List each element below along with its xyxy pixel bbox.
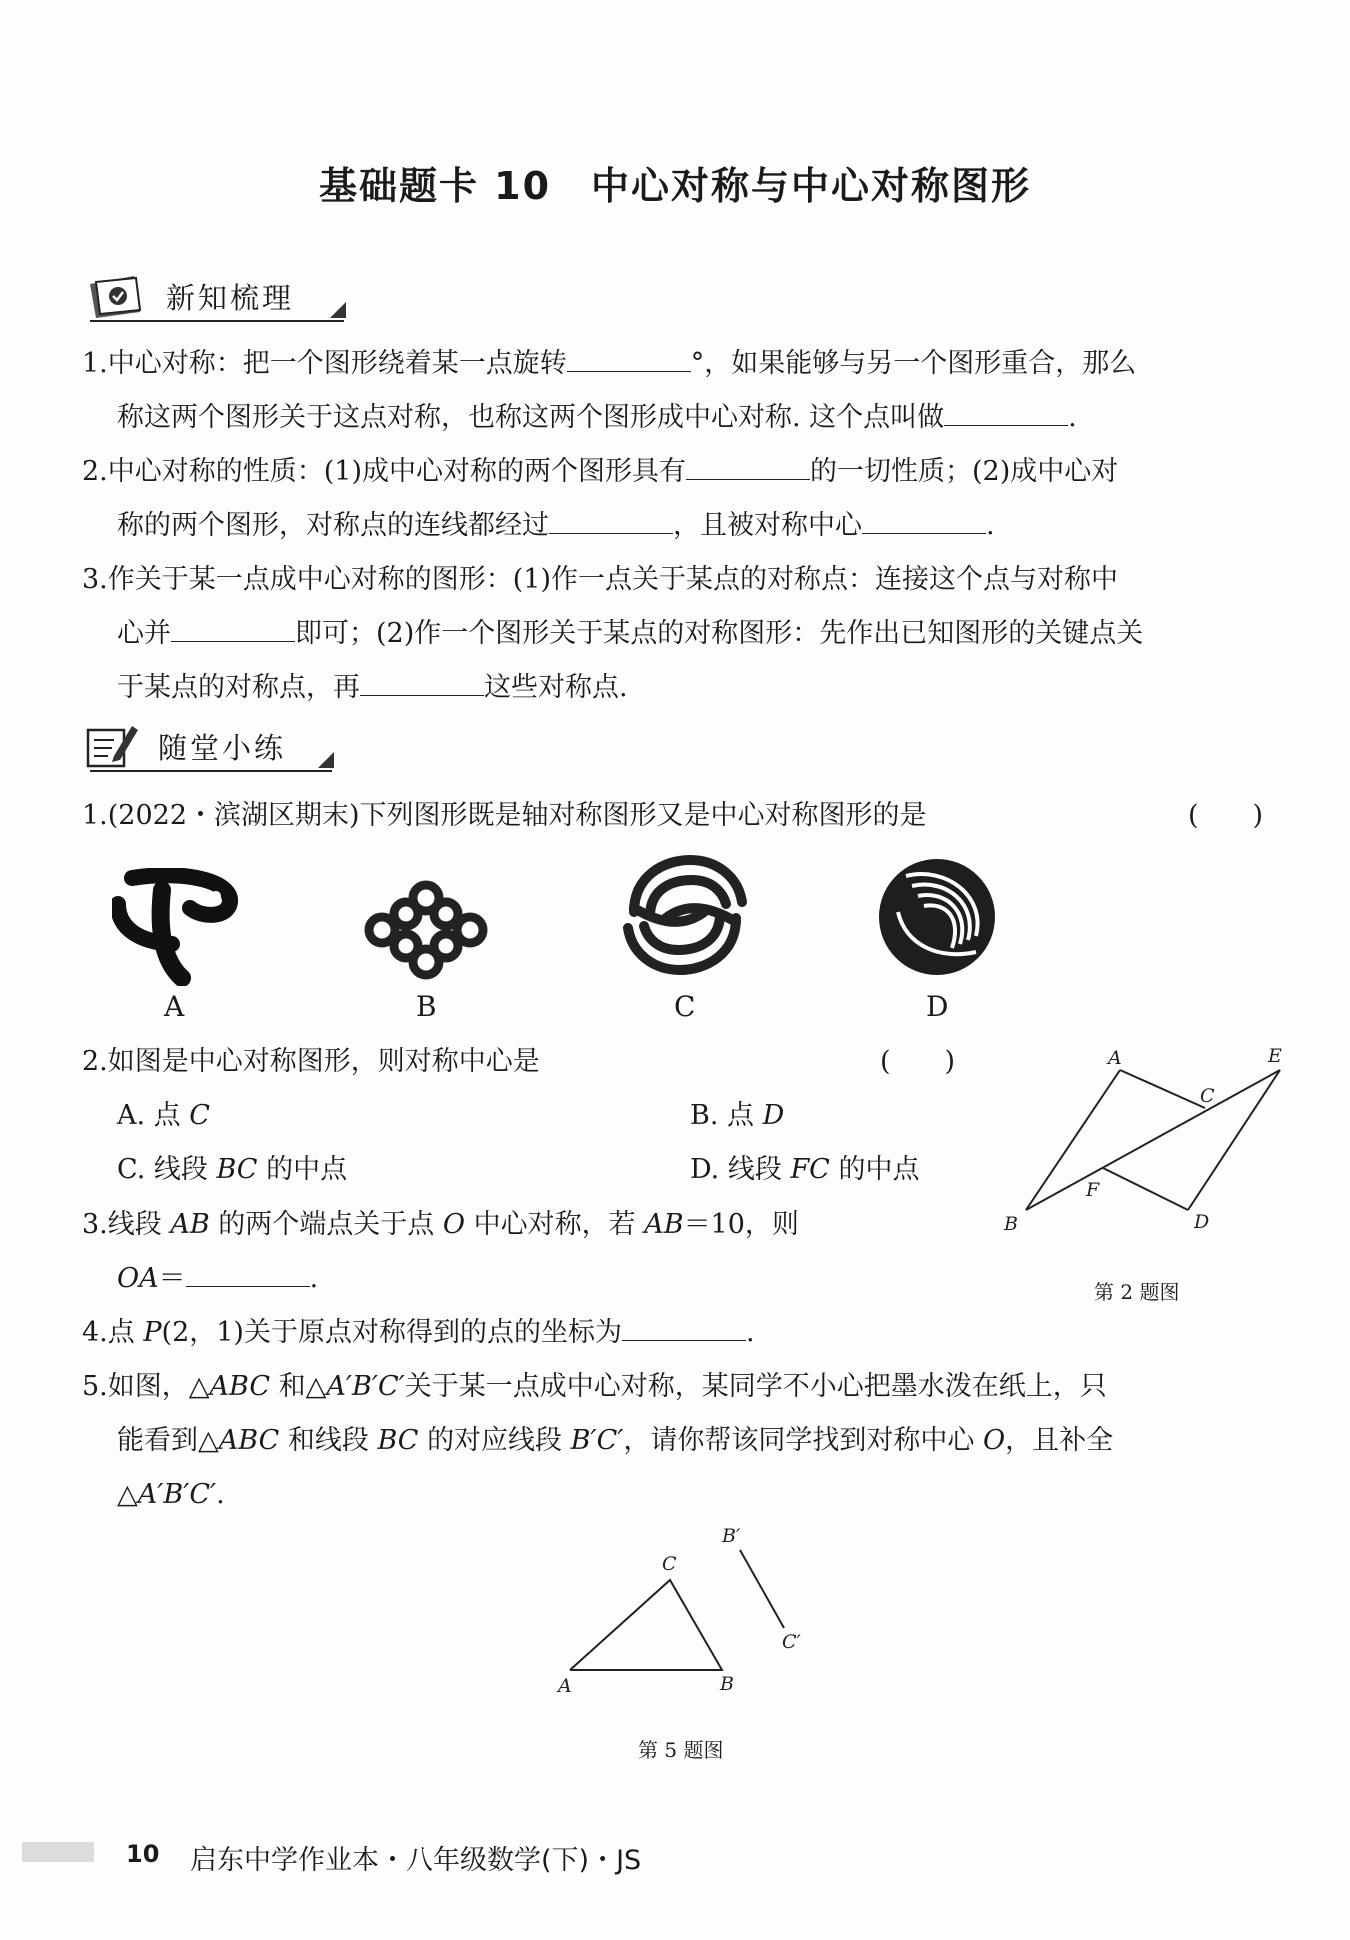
item-number: 1.	[82, 348, 108, 379]
question-text: (2，1)关于原点对称得到的点的坐标为	[161, 1317, 622, 1348]
question-text: (2022・滨湖区期末)下列图形既是轴对称图形又是中心对称图形的是	[107, 800, 927, 831]
item-text: 称的两个图形，对称点的连线都经过	[117, 510, 549, 541]
answer-blank[interactable]	[171, 609, 295, 642]
figure-label: A	[558, 1675, 572, 1697]
unicom-knot-logo-icon	[362, 880, 490, 980]
option-label-a: A	[164, 990, 185, 1023]
question-3	[82, 1198, 982, 1306]
figure-label: B	[720, 1673, 734, 1695]
answer-paren[interactable]: ( )	[1188, 800, 1264, 831]
question-2	[82, 1035, 982, 1089]
question-text: 如图，△	[107, 1371, 210, 1402]
item-text: 的一切性质；(2)成中心对	[810, 456, 1119, 487]
option-text: 的中点	[838, 1154, 920, 1185]
item-text: ，且被对称中心	[673, 510, 862, 541]
question-4	[82, 1306, 1302, 1360]
math-var: P	[143, 1317, 162, 1348]
book-title: 启东中学作业本・八年级数学(下)・JS	[190, 1845, 642, 1876]
option-text: B. 点	[690, 1100, 755, 1131]
math-var: ABC	[209, 1371, 271, 1402]
question-text: 如图是中心对称图形，则对称中心是	[107, 1046, 540, 1077]
q2-parallelogram-figure	[1000, 1040, 1300, 1240]
question-text: 点	[107, 1317, 135, 1348]
heading-triangle-icon	[330, 302, 346, 318]
answer-blank[interactable]	[622, 1308, 746, 1341]
mobile-logo-icon	[620, 852, 750, 978]
question-number: 3.	[82, 1209, 108, 1240]
q5-triangle-figure	[550, 1520, 830, 1700]
question-text: 的对应线段	[427, 1425, 563, 1456]
question-text: 的两个端点关于点	[218, 1209, 435, 1240]
option-text: D. 线段	[690, 1154, 782, 1185]
question-text: .	[216, 1479, 225, 1510]
item-number: 2.	[82, 456, 108, 487]
item-text: .	[986, 510, 995, 541]
section-heading-practice	[82, 722, 340, 772]
knowledge-item-3	[82, 553, 1302, 715]
option-d[interactable]	[690, 1143, 919, 1197]
question-text: 线段	[107, 1209, 162, 1240]
math-var: AB	[644, 1209, 684, 1240]
math-var: B′C′	[570, 1425, 624, 1456]
option-text: C. 线段	[117, 1154, 208, 1185]
figure-label: C′	[782, 1631, 801, 1653]
figure-label: B	[1004, 1213, 1018, 1235]
item-text: 于某点的对称点，再	[117, 672, 360, 703]
item-text: 心并	[117, 618, 171, 649]
item-text: 中心对称：把一个图形绕着某一点旋转	[107, 348, 567, 379]
question-text: .	[745, 1317, 755, 1348]
question-1	[82, 789, 1302, 843]
pencil-notebook-icon	[84, 722, 142, 770]
option-label-b: B	[416, 990, 437, 1023]
item-text: °，如果能够与另一个图形重合，那么	[690, 348, 1137, 379]
math-var: A′B′C′	[137, 1479, 217, 1510]
question-text: .	[309, 1263, 319, 1294]
figure-label: A	[1108, 1047, 1122, 1069]
option-text: 的中点	[266, 1154, 348, 1185]
option-var: D	[762, 1100, 785, 1131]
math-var: ABC	[218, 1425, 280, 1456]
option-label-d: D	[926, 990, 949, 1023]
notebook-icon	[86, 272, 146, 320]
section-heading-new-knowledge	[82, 272, 352, 322]
question-text: ，请你帮该同学找到对称中心	[623, 1425, 975, 1456]
answer-blank[interactable]	[360, 663, 484, 696]
option-b[interactable]	[690, 1089, 784, 1143]
question-text: 和线段	[287, 1425, 369, 1456]
item-text: 称这两个图形关于这点对称，也称这两个图形成中心对称. 这个点叫做	[117, 402, 945, 433]
question-number: 4.	[82, 1317, 108, 1348]
knowledge-item-1	[82, 337, 1302, 445]
answer-blank[interactable]	[686, 447, 810, 480]
page-title: 基础题卡 10 中心对称与中心对称图形	[318, 164, 1032, 208]
math-var: O	[983, 1425, 1006, 1456]
heading-underline	[90, 320, 344, 322]
question-text: ＝10，则	[683, 1209, 799, 1240]
question-text: ＝	[158, 1263, 186, 1294]
option-c[interactable]	[117, 1143, 347, 1197]
question-number: 2.	[82, 1046, 108, 1077]
question-text: △	[117, 1479, 138, 1510]
option-a[interactable]	[117, 1089, 210, 1143]
item-number: 3.	[82, 564, 108, 595]
figure-label: C	[1200, 1085, 1215, 1107]
math-var: OA	[117, 1263, 159, 1294]
question-text: 和△	[278, 1371, 327, 1402]
question-text: 能看到△	[117, 1425, 219, 1456]
question-5	[82, 1360, 1302, 1522]
question-text: ，且补全	[1005, 1425, 1114, 1456]
answer-blank[interactable]	[944, 393, 1068, 426]
section-heading-label: 随堂小练	[158, 731, 287, 765]
math-var: AB	[170, 1209, 210, 1240]
figure-label: B′	[722, 1525, 741, 1547]
figure-caption: 第 2 题图	[1094, 1280, 1180, 1304]
figure-caption: 第 5 题图	[638, 1738, 724, 1762]
item-text: 即可；(2)作一个图形关于某点的对称图形：先作出已知图形的关键点关	[295, 618, 1144, 649]
figure-label: D	[1194, 1211, 1210, 1233]
section-heading-label: 新知梳理	[166, 281, 295, 315]
item-text: 这些对称点.	[484, 672, 628, 703]
question-text: 中心对称，若	[473, 1209, 636, 1240]
answer-paren[interactable]: ( )	[880, 1046, 956, 1077]
item-text: 中心对称的性质：(1)成中心对称的两个图形具有	[107, 456, 687, 487]
question-number: 5.	[82, 1371, 108, 1402]
option-var: C	[189, 1100, 210, 1131]
option-var: FC	[790, 1154, 830, 1185]
option-label-c: C	[674, 990, 696, 1023]
figure-label: C	[662, 1553, 677, 1575]
question-text: 关于某一点成中心对称，某同学不小心把墨水泼在纸上，只	[404, 1371, 1107, 1402]
answer-blank[interactable]	[862, 501, 986, 534]
answer-blank[interactable]	[186, 1254, 310, 1287]
item-text: .	[1068, 402, 1077, 433]
sphere-stripe-logo-icon	[876, 856, 998, 978]
knowledge-item-2	[82, 445, 1302, 553]
page-number: 10	[126, 1840, 160, 1868]
heading-underline	[90, 770, 332, 772]
item-text: 作关于某一点成中心对称的图形：(1)作一点关于某点的对称点：连接这个点与对称中	[107, 564, 1119, 595]
answer-blank[interactable]	[549, 501, 673, 534]
heading-triangle-icon	[318, 752, 334, 768]
math-var: O	[442, 1209, 466, 1240]
figure-label: E	[1268, 1045, 1282, 1067]
option-var: BC	[216, 1154, 258, 1185]
option-text: A. 点	[117, 1100, 181, 1131]
figure-label: F	[1086, 1179, 1100, 1201]
math-var: A′B′C′	[326, 1371, 405, 1402]
math-var: BC	[377, 1425, 419, 1456]
answer-blank[interactable]	[567, 339, 691, 372]
footer-gray-bar	[22, 1842, 94, 1862]
question-number: 1.	[82, 800, 108, 831]
telecom-logo-icon	[112, 868, 242, 986]
